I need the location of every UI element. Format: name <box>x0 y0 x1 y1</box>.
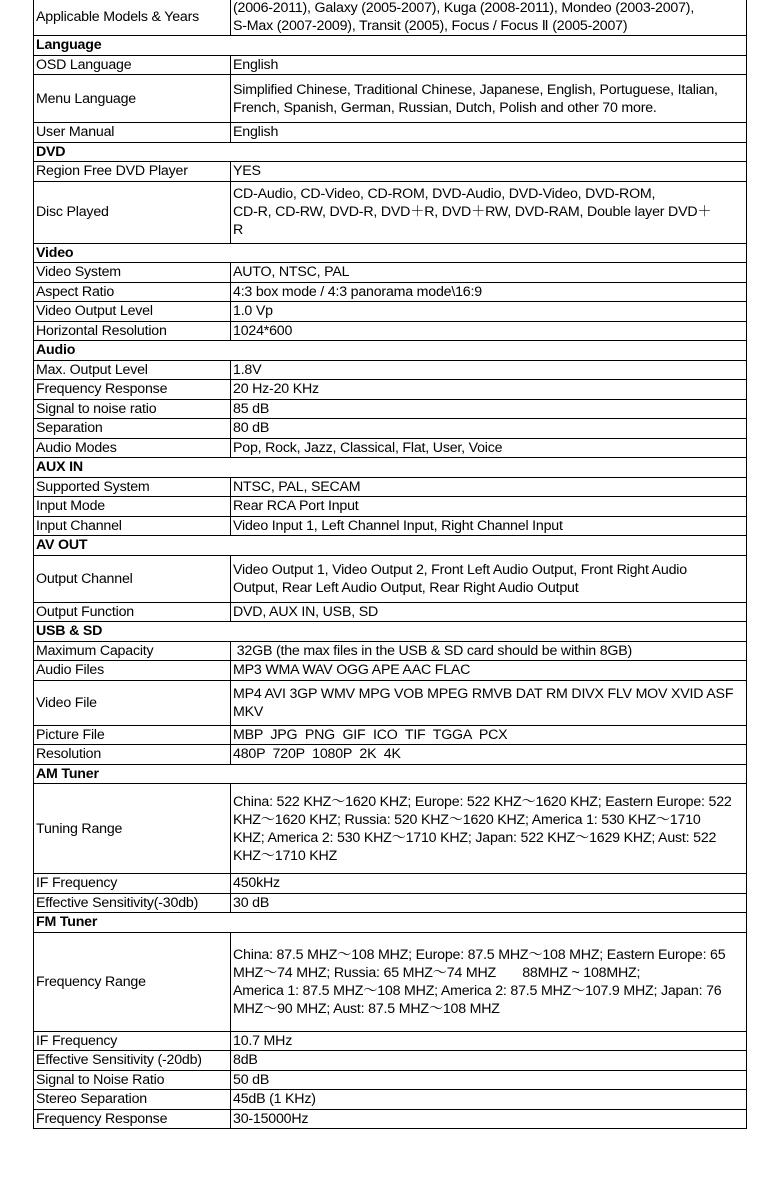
section-title: AUX IN <box>34 458 747 478</box>
spec-value-line: China: 87.5 MHZ～108 MHZ; Europe: 87.5 MHZ～108 MHZ; Eastern Europe: 65 <box>233 946 726 963</box>
section-header-row <box>34 536 747 556</box>
spec-label: IF Frequency <box>34 874 231 894</box>
spec-value <box>231 1090 747 1110</box>
spec-row <box>34 360 747 380</box>
spec-value-line: 20 Hz-20 KHz <box>233 381 319 398</box>
spec-label: Maximum Capacity <box>34 641 231 661</box>
spec-value <box>231 784 747 874</box>
spec-label: Stereo Separation <box>34 1090 231 1110</box>
spec-value <box>231 321 747 341</box>
section-header-row <box>34 341 747 361</box>
spec-value-line: America 1: 87.5 MHZ～108 MHZ; America 2: 87.5 MHZ～107.9 MHZ; Japan: 76 <box>233 982 722 999</box>
spec-label: Frequency Response <box>34 1109 231 1129</box>
spec-row <box>34 745 747 765</box>
spec-row <box>34 55 747 75</box>
spec-row <box>34 1109 747 1129</box>
spec-value-line: 85 dB <box>233 400 270 417</box>
spec-value-line: KHZ; America 2: 530 KHZ～1710 KHZ; Japan: 522 KHZ～1629 KHZ; Aust: 522 <box>233 829 717 846</box>
spec-value <box>231 263 747 283</box>
spec-label: Frequency Response <box>34 380 231 400</box>
spec-label: Output Channel <box>34 555 231 602</box>
spec-row <box>34 321 747 341</box>
spec-value-line: AUTO, NTSC, PAL <box>233 264 350 281</box>
spec-value-line: 50 dB <box>233 1071 270 1088</box>
section-title: FM Tuner <box>34 913 747 933</box>
spec-row <box>34 874 747 894</box>
spec-table-body <box>34 0 747 1129</box>
spec-label: Separation <box>34 419 231 439</box>
spec-row <box>34 602 747 622</box>
section-header-row <box>34 764 747 784</box>
spec-label: Aspect Ratio <box>34 282 231 302</box>
spec-row <box>34 555 747 602</box>
spec-table <box>33 0 747 1129</box>
spec-value-line: 80 dB <box>233 420 270 437</box>
spec-value-line: (2006-2011), Galaxy (2005-2007), Kuga (2008-2011), Mondeo (2003-2007), <box>233 0 695 16</box>
spec-label: Input Mode <box>34 497 231 517</box>
spec-value-line: 1024*600 <box>233 322 293 339</box>
spec-row <box>34 263 747 283</box>
spec-value <box>231 380 747 400</box>
spec-value <box>231 360 747 380</box>
spec-value-line: 45dB (1 KHz) <box>233 1091 316 1108</box>
spec-label: Menu Language <box>34 75 231 123</box>
spec-value <box>231 75 747 123</box>
spec-value-line: MP3 WMA WAV OGG APE AAC FLAC <box>233 662 471 679</box>
spec-value <box>231 1109 747 1129</box>
spec-value-line: Simplified Chinese, Traditional Chinese, Japanese, English, Portuguese, Italian, <box>233 81 718 98</box>
section-title: DVD <box>34 142 747 162</box>
spec-label: IF Frequency <box>34 1031 231 1051</box>
spec-row <box>34 302 747 322</box>
spec-label: Input Channel <box>34 516 231 536</box>
spec-value <box>231 1031 747 1051</box>
spec-value-line: R <box>233 222 244 238</box>
spec-value <box>231 725 747 745</box>
spec-value-line: Video Output 1, Video Output 2, Front Left Audio Output, Front Right Audio <box>233 561 687 578</box>
spec-value-line: DVD, AUX IN, USB, SD <box>233 603 379 620</box>
spec-row <box>34 282 747 302</box>
spec-row <box>34 1090 747 1110</box>
spec-value-line: CD-Audio, CD-Video, CD-ROM, DVD-Audio, DVD-Video, DVD-ROM, <box>233 186 656 202</box>
spec-row <box>34 162 747 182</box>
spec-row <box>34 1051 747 1071</box>
spec-row <box>34 1070 747 1090</box>
spec-value-line: Pop, Rock, Jazz, Classical, Flat, User, Voice <box>233 439 503 456</box>
spec-value-line: French, Spanish, German, Russian, Dutch, Polish and other 70 more. <box>233 99 657 116</box>
spec-label: Disc Played <box>34 181 231 243</box>
spec-value-line: Video Input 1, Left Channel Input, Right Channel Input <box>233 517 563 534</box>
spec-label: Region Free DVD Player <box>34 162 231 182</box>
spec-value-line: Output, Rear Left Audio Output, Rear Right Audio Output <box>233 579 579 596</box>
spec-value <box>231 516 747 536</box>
spec-row <box>34 497 747 517</box>
section-title: Language <box>34 36 747 56</box>
spec-row <box>34 419 747 439</box>
section-title: AV OUT <box>34 536 747 556</box>
spec-value-line: NTSC, PAL, SECAM <box>233 478 361 495</box>
spec-value <box>231 302 747 322</box>
spec-row <box>34 438 747 458</box>
spec-label: Video File <box>34 680 231 725</box>
spec-value-line: 8dB <box>233 1052 258 1069</box>
spec-value-line: English <box>233 56 279 73</box>
section-header-row <box>34 36 747 56</box>
spec-value-line: CD-R, CD-RW, DVD-R, DVD＋R, DVD＋RW, DVD-RAM, Double layer DVD＋ <box>233 204 712 220</box>
spec-label: Resolution <box>34 745 231 765</box>
spec-value-line: MHZ～90 MHZ; Aust: 87.5 MHZ～108 MHZ <box>233 1000 500 1017</box>
spec-row <box>34 399 747 419</box>
spec-row <box>34 661 747 681</box>
spec-value <box>231 874 747 894</box>
spec-label: Frequency Range <box>34 932 231 1031</box>
spec-value <box>231 438 747 458</box>
spec-row <box>34 893 747 913</box>
spec-label: Horizontal Resolution <box>34 321 231 341</box>
spec-row <box>34 1031 747 1051</box>
spec-value-line: 30-15000Hz <box>233 1110 309 1127</box>
spec-row <box>34 516 747 536</box>
spec-value-line: China: 522 KHZ～1620 KHZ; Europe: 522 KHZ～1620 KHZ; Eastern Europe: 522 <box>233 793 732 810</box>
spec-value <box>231 680 747 725</box>
spec-label: Applicable Models & Years <box>34 0 231 36</box>
spec-value <box>231 181 747 243</box>
section-title: Video <box>34 243 747 263</box>
spec-row <box>34 75 747 123</box>
spec-value <box>231 419 747 439</box>
spec-value-line: KHZ～1620 KHZ; Russia: 520 KHZ～1620 KHZ; America 1: 530 KHZ～1710 <box>233 811 701 828</box>
spec-value-line: MBP JPG PNG GIF ICO TIF TGGA PCX <box>233 726 508 743</box>
spec-value-line: MP4 AVI 3GP WMV MPG VOB MPEG RMVB DAT RM DIVX FLV MOV XVID ASF <box>233 685 734 702</box>
spec-row <box>34 380 747 400</box>
section-header-row <box>34 458 747 478</box>
spec-value <box>231 477 747 497</box>
spec-label: Supported System <box>34 477 231 497</box>
spec-label: Effective Sensitivity(-30db) <box>34 893 231 913</box>
spec-value <box>231 932 747 1031</box>
spec-value-line: 1.8V <box>233 361 262 378</box>
spec-value <box>231 893 747 913</box>
section-title: AM Tuner <box>34 764 747 784</box>
spec-value <box>231 602 747 622</box>
spec-value <box>231 162 747 182</box>
spec-value <box>231 497 747 517</box>
section-header-row <box>34 243 747 263</box>
spec-value <box>231 399 747 419</box>
spec-row <box>34 641 747 661</box>
section-header-row <box>34 913 747 933</box>
spec-value-line: 4:3 box mode / 4:3 panorama mode\16:9 <box>233 283 482 300</box>
spec-value <box>231 0 747 36</box>
spec-value-line: YES <box>233 163 261 180</box>
spec-label: Signal to Noise Ratio <box>34 1070 231 1090</box>
spec-row <box>34 181 747 243</box>
spec-row <box>34 477 747 497</box>
spec-value-line: KHZ～1710 KHZ <box>233 847 338 864</box>
spec-label: User Manual <box>34 123 231 143</box>
spec-value-line: 450kHz <box>233 875 280 892</box>
spec-row <box>34 123 747 143</box>
section-title: Audio <box>34 341 747 361</box>
spec-label: Video System <box>34 263 231 283</box>
spec-label: Audio Modes <box>34 438 231 458</box>
spec-label: Signal to noise ratio <box>34 399 231 419</box>
spec-value-line: S-Max (2007-2009), Transit (2005), Focus / Focus Ⅱ (2005-2007) <box>233 17 628 34</box>
spec-value <box>231 123 747 143</box>
spec-label: Effective Sensitivity (-20db) <box>34 1051 231 1071</box>
spec-value-line: English <box>233 124 279 141</box>
spec-row <box>34 932 747 1031</box>
spec-value <box>231 282 747 302</box>
spec-value <box>231 555 747 602</box>
spec-value-line: 10.7 MHz <box>233 1032 293 1049</box>
spec-value-line: MKV <box>233 703 264 720</box>
spec-value-line: Rear RCA Port Input <box>233 498 359 515</box>
spec-value <box>231 1051 747 1071</box>
spec-label: Picture File <box>34 725 231 745</box>
spec-row <box>34 784 747 874</box>
spec-label: Video Output Level <box>34 302 231 322</box>
spec-row <box>34 725 747 745</box>
spec-value-line: 480P 720P 1080P 2K 4K <box>233 746 401 763</box>
spec-value <box>231 745 747 765</box>
spec-value-line: 1.0 Vp <box>233 303 273 320</box>
section-title: USB & SD <box>34 622 747 642</box>
spec-value <box>231 55 747 75</box>
spec-value <box>231 661 747 681</box>
spec-row <box>34 0 747 36</box>
spec-value-line: 32GB (the max files in the USB & SD card should be within 8GB) <box>233 642 633 659</box>
spec-label: Output Function <box>34 602 231 622</box>
spec-label: Audio Files <box>34 661 231 681</box>
spec-label: Tuning Range <box>34 784 231 874</box>
spec-label: OSD Language <box>34 55 231 75</box>
spec-value-line: 30 dB <box>233 894 270 911</box>
spec-row <box>34 680 747 725</box>
spec-value-line: MHZ～74 MHZ; Russia: 65 MHZ～74 MHZ 88MHZ ~ 108MHZ; <box>233 964 641 981</box>
section-header-row <box>34 622 747 642</box>
spec-value <box>231 641 747 661</box>
spec-value <box>231 1070 747 1090</box>
spec-label: Max. Output Level <box>34 360 231 380</box>
section-header-row <box>34 142 747 162</box>
